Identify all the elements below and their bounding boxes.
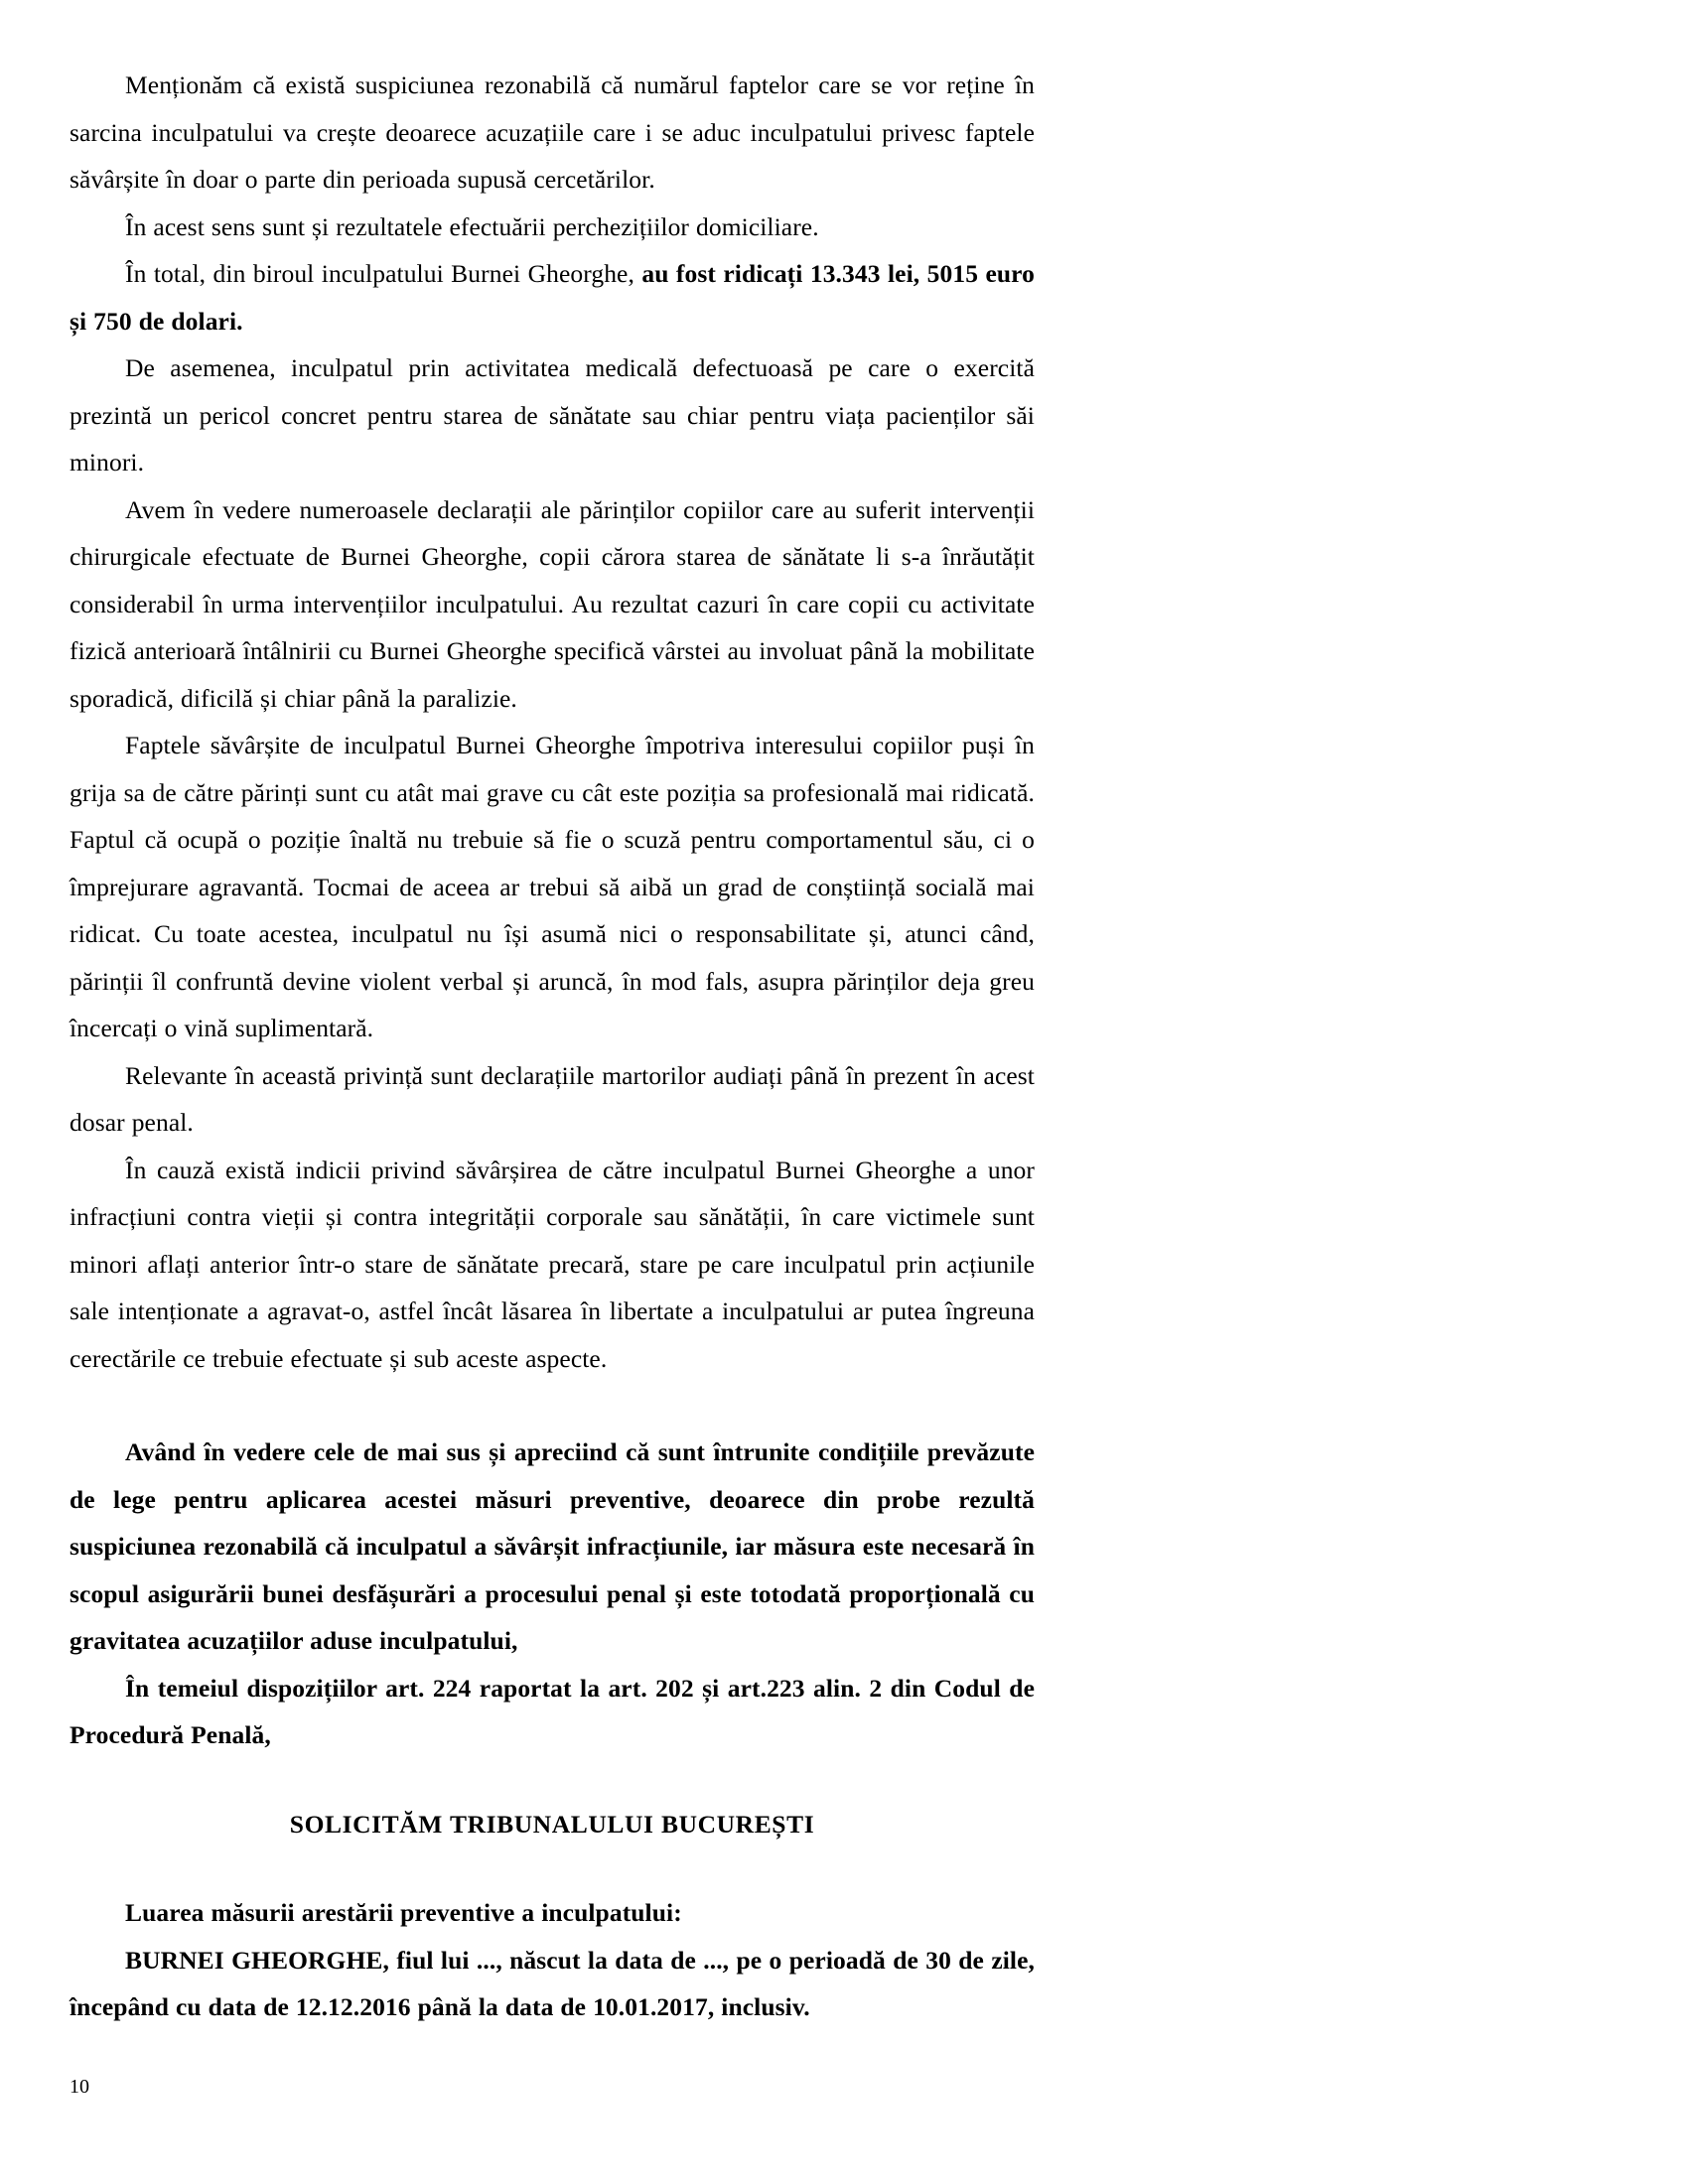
paragraph-in-total [70, 250, 1035, 344]
paragraph-in-total-bold: au fost ridicați 13.343 lei, 5015 euro și 750 de dolari. [70, 259, 1035, 336]
paragraph-in-temeiul: În temeiul dispozițiilor art. 224 raportat la art. 202 și art.223 alin. 2 din Codul de Procedură Penală, [70, 1673, 1035, 1749]
page-number: 10 [70, 2076, 89, 2098]
paragraph-faptele-savarsite: Faptele săvârșite de inculpatul Burnei Gheorghe împotriva interesului copiilor puși în grija sa de către părinți sunt cu atât mai grave cu cât este poziția sa profesională mai ridicată. Faptul că ocupă o poziție înaltă nu trebuie să fie o scuză pentru comportamentul său, ci o împrejurare agravantă. Tocmai de aceea ar trebui să aibă un grad de conștiință socială mai ridicat. Cu toate acestea, inculpatul nu își asumă nici o responsabilitate și, atunci când, părinții îl confruntă devine violent verbal și aruncă, în mod fals, asupra părinților deja greu încercați o vină suplimentară. [70, 731, 1035, 1042]
paragraph-in-acest-sens: În acest sens sunt și rezultatele efectuării perchezițiilor domiciliare. [125, 211, 819, 241]
paragraph-in-total-plain: În total, din biroul inculpatului Burnei Gheorghe, [125, 259, 642, 288]
paragraph-avem-in-vedere: Avem în vedere numeroasele declarații ale părinților copiilor care au suferit intervenții chirurgicale efectuate de Burnei Gheorghe, copii cărora starea de sănătate li s-a înrăutățit considerabil în urma intervențiilor inculpatului. Au rezultat cazuri în care copii cu activitate fizică anterioară întâlnirii cu Burnei Gheorghe specifică vârstei au involuat până la mobilitate sporadică, dificilă și chiar până la paralizie. [70, 494, 1035, 713]
spacer-after-heading [70, 1847, 1035, 1889]
paragraph-in-cauza: În cauză există indicii privind săvârșirea de către inculpatul Burnei Gheorghe a unor infracțiuni contra vieții și contra integrității corporale sau sănătății, în care victimele sunt minori aflați anterior într-o stare de sănătate precară, stare pe care inculpatul prin acțiunile sale intenționate a agravat-o, astfel încât lăsarea în libertate a inculpatului ar putea îngreuna cerectările ce trebuie efectuate și sub aceste aspecte. [70, 1155, 1035, 1373]
paragraph-luarea-masurii: Luarea măsurii arestării preventive a inculpatului: [125, 1898, 682, 1927]
paragraph-de-asemenea: De asemenea, inculpatul prin activitatea medicală defectuoasă pe care o exercită prezintă un pericol concret pentru starea de sănătate sau chiar pentru viața pacienților săi minori. [70, 353, 1035, 477]
paragraph-relevante: Relevante în această privință sunt declarațiile martorilor audiați până în prezent în acest dosar penal. [70, 1060, 1035, 1137]
paragraph-burnei-gheorghe: BURNEI GHEORGHE, fiul lui ..., născut la data de ..., pe o perioadă de 30 de zile, începând cu data de 12.12.2016 până la data de 10.01.2017, inclusiv. [70, 1945, 1035, 2021]
page-title: SOLICITĂM TRIBUNALULUI BUCUREȘTI [289, 1809, 815, 1839]
document-body [70, 62, 1035, 2031]
spacer-before-conclusion [70, 1382, 1035, 1429]
paragraph-avand-in-vedere: Având în vedere cele de mai sus și apreciind că sunt întrunite condițiile prevăzute de lege pentru aplicarea acestei măsuri preventive, deoarece din probe rezultă suspiciunea rezonabilă că inculpatul a săvârșit infracțiunile, iar măsura este necesară în scopul asigurării bunei desfășurări a procesului penal și este totodată proporțională cu gravitatea acuzațiilor aduse inculpatului, [70, 1437, 1035, 1655]
spacer-before-heading [70, 1759, 1035, 1801]
paragraph-mentionam: Menționăm că există suspiciunea rezonabilă că numărul faptelor care se vor reține în sarcina inculpatului va crește deoarece acuzațiile care i se aduc inculpatului privesc faptele săvârșite în doar o parte din perioada supusă cercetărilor. [70, 70, 1035, 194]
